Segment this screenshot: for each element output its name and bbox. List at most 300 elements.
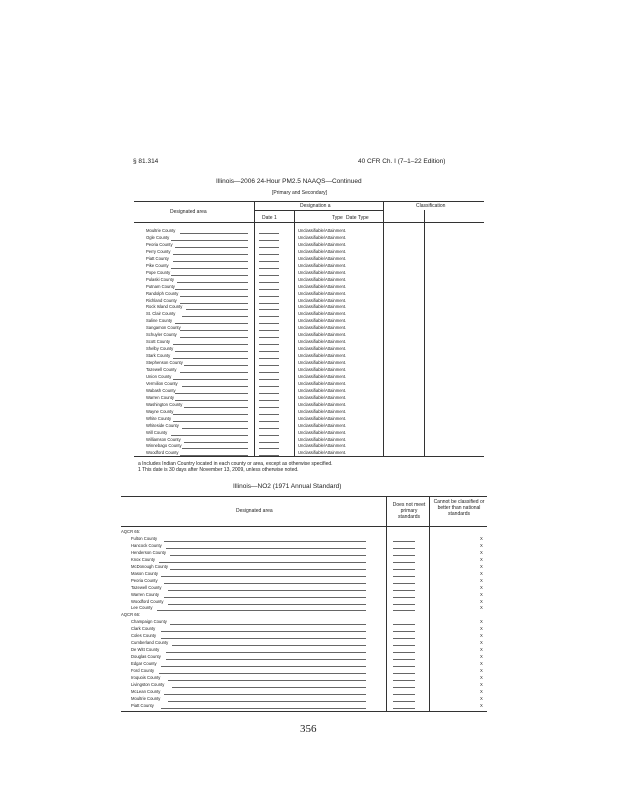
table2-row (121, 557, 487, 564)
table2-primary-blank (393, 548, 415, 549)
table2-row (121, 703, 487, 710)
table1-type: Unclassifiable/Attainment. (298, 360, 347, 366)
table2-area-name: Livingston County (131, 681, 165, 687)
table2-area-name: Hancock County (131, 542, 162, 548)
table2-row (121, 640, 487, 647)
table1-date-blank (259, 268, 279, 269)
table2-leader-line (159, 673, 366, 674)
table1-area-name: Whiteside County (146, 422, 179, 428)
table1-date-blank (259, 261, 279, 262)
table1-row (134, 374, 484, 381)
table2-leader-line (168, 680, 366, 681)
table2-row (121, 682, 487, 689)
table1-area-name: Piatt County (146, 255, 169, 261)
table2-mark: X (480, 681, 483, 687)
table1-row (134, 249, 484, 256)
table1-date-blank (259, 303, 279, 304)
table2-mark: X (480, 605, 483, 611)
table2-area-name: Woodford County (131, 598, 164, 604)
table1-row (134, 430, 484, 437)
table2-area-name: Lee County (131, 605, 153, 611)
table2-mark: X (480, 688, 483, 694)
table1-area-name: Woodford County (146, 450, 179, 456)
table2-primary-blank (393, 673, 415, 674)
table1-type: Unclassifiable/Attainment. (298, 339, 347, 345)
table1-type: Unclassifiable/Attainment. (298, 373, 347, 379)
table1-date-blank (259, 455, 279, 456)
table2-mark: X (480, 535, 483, 541)
table2-mark: X (480, 654, 483, 660)
table1-col-area: Designated area (170, 209, 207, 215)
table2-leader-line (164, 583, 366, 584)
table1-leader-line (180, 296, 249, 297)
table1-leader-line (180, 455, 249, 456)
table2-leader-line (161, 638, 366, 639)
table1-row (134, 402, 484, 409)
table1-date-blank (259, 289, 279, 290)
table2-area-name: Peoria County (131, 577, 158, 583)
table1-leader-line (182, 448, 248, 449)
table1-row (134, 277, 484, 284)
table1-row (134, 416, 484, 423)
table1-date-blank (259, 296, 279, 297)
table2-primary-blank (393, 604, 415, 605)
table2-mark: X (480, 577, 483, 583)
table1-leader-line (182, 428, 248, 429)
table1-subtitle: [Primary and Secondary] (272, 190, 328, 196)
table2-row (121, 571, 487, 578)
table1-leader-line (180, 372, 249, 373)
table1-leader-line (173, 379, 248, 380)
table1-area-name: Saline County (146, 318, 173, 324)
table1-row (134, 284, 484, 291)
table1-area-name: Pike County (146, 262, 169, 268)
table1-type: Unclassifiable/Attainment. (298, 290, 347, 296)
table1-row (134, 346, 484, 353)
table2-mark: X (480, 640, 483, 646)
table1-type: Unclassifiable/Attainment. (298, 228, 347, 233)
table1-type: Unclassifiable/Attainment. (298, 353, 347, 359)
table1-area-name: Stephenson County (146, 360, 183, 366)
table1-date-blank (259, 351, 279, 352)
table1-type: Unclassifiable/Attainment. (298, 415, 347, 421)
table2-leader-line (157, 610, 366, 611)
table1-row (134, 367, 484, 374)
table1-row (134, 291, 484, 298)
table1-leader-line (171, 435, 248, 436)
table2-area-name: Piatt County (131, 702, 154, 708)
table1-row (134, 409, 484, 416)
table2-leader-line (164, 694, 366, 695)
table1-row (134, 304, 484, 311)
table2-area-name: Edgar County (131, 661, 157, 667)
table2-title: Illinois—NO2 (1971 Annual Standard) (233, 483, 342, 490)
table1-row (134, 443, 484, 450)
table2-mark: X (480, 626, 483, 632)
table1-type: Unclassifiable/Attainment. (298, 262, 347, 268)
table2-mark: X (480, 633, 483, 639)
table2-primary-blank (393, 562, 415, 563)
table1-type: Unclassifiable/Attainment. (298, 332, 347, 338)
table2-leader-line (161, 708, 366, 709)
table1-row (134, 325, 484, 332)
table1-col-date-type: Date Type (346, 215, 369, 221)
table1-type: Unclassifiable/Attainment. (298, 387, 347, 393)
table2-col-better: Cannot be classified or better than national standards (433, 499, 485, 517)
cfr-reference: 40 CFR Ch. I (7–1–22 Edition) (358, 158, 446, 165)
table1-leader-line (175, 289, 248, 290)
table2-leader-line (161, 576, 366, 577)
table1-type: Unclassifiable/Attainment. (298, 367, 347, 372)
table2-mark: X (480, 563, 483, 569)
table1-leader-line (173, 254, 248, 255)
table2-row (121, 599, 487, 606)
table2-primary-blank (393, 680, 415, 681)
table2-row (121, 654, 487, 661)
table1-type: Unclassifiable/Attainment. (298, 276, 347, 282)
table1-date-blank (259, 442, 279, 443)
table2-leader-line (170, 569, 366, 570)
table2-row (121, 668, 487, 675)
table2-row (121, 633, 487, 640)
table1-date-blank (259, 337, 279, 338)
table1-row (134, 263, 484, 270)
table1-date-blank (259, 247, 279, 248)
table2-mark: X (480, 661, 483, 667)
table2-area-name: Iroquois County (131, 674, 161, 680)
table2-group-label: AQCR 66: (121, 612, 141, 618)
table2-primary-blank (393, 701, 415, 702)
table2-col-area: Designated area (236, 508, 273, 514)
table2-mark: X (480, 674, 483, 680)
table1-type: Unclassifiable/Attainment. (298, 297, 347, 303)
table2-area-name: Moultrie County (131, 695, 161, 701)
table1-area-name: Moultrie County (146, 228, 176, 233)
table1-leader-line (184, 407, 248, 408)
table1-area-name: Pulaski County (146, 276, 174, 282)
section-number: § 81.314 (133, 158, 159, 165)
table2-row (121, 689, 487, 696)
table2-row (121, 661, 487, 668)
table1-type: Unclassifiable/Attainment. (298, 248, 347, 254)
table2-leader-line (168, 701, 366, 702)
table2-area-name: Coles County (131, 633, 157, 639)
table1-date-blank (259, 323, 279, 324)
table1-row (134, 339, 484, 346)
table1-row (134, 450, 484, 457)
table1-date-blank (259, 435, 279, 436)
table1-area-name: Will County (146, 429, 168, 435)
table2-row (121, 619, 487, 626)
table1-leader-line (184, 365, 248, 366)
table2-row (121, 647, 487, 654)
table1-area-name: Sangamon County (146, 325, 181, 331)
table1-row (134, 353, 484, 360)
table2-row (121, 626, 487, 633)
table1-area-name: Stark County (146, 353, 171, 359)
table1-row (134, 235, 484, 242)
table1-row (134, 395, 484, 402)
table1-type: Unclassifiable/Attainment. (298, 311, 347, 317)
table1-type: Unclassifiable/Attainment. (298, 241, 347, 247)
table1-date-blank (259, 240, 279, 241)
table1-date-blank (259, 358, 279, 359)
table1-type: Unclassifiable/Attainment. (298, 283, 347, 289)
table1-leader-line (175, 393, 248, 394)
table1-date-blank (259, 393, 279, 394)
table1-date-blank (259, 421, 279, 422)
table2-leader-line (159, 562, 366, 563)
table1-leader-line (186, 309, 248, 310)
table2-leader-line (161, 631, 366, 632)
table1-leader-line (182, 386, 248, 387)
table2-mark: X (480, 668, 483, 673)
table2-area-name: Clark County (131, 626, 156, 632)
table1-area-name: White County (146, 415, 172, 421)
table2-area-name: Cumberland County (131, 640, 169, 646)
table2-primary-blank (393, 638, 415, 639)
table2-primary-blank (393, 590, 415, 591)
table2-leader-line (164, 541, 366, 542)
table1-area-name: Union County (146, 373, 172, 379)
table2-primary-blank (393, 610, 415, 611)
table2-leader-line (168, 604, 366, 605)
table1-type: Unclassifiable/Attainment. (298, 346, 347, 352)
table2-mark: X (480, 549, 483, 555)
table2-primary-blank (393, 708, 415, 709)
table1-date-blank (259, 330, 279, 331)
table1-date-blank (259, 407, 279, 408)
table2-area-name: Champaign County (131, 619, 167, 625)
table1-row (134, 242, 484, 249)
table2-primary-blank (393, 631, 415, 632)
table2-primary-blank (393, 694, 415, 695)
table2-mark: X (480, 542, 483, 548)
table2-primary-blank (393, 659, 415, 660)
table1-area-name: Rock Island County (146, 304, 183, 310)
table1-area-name: Richland County (146, 297, 177, 303)
table1-type: Unclassifiable/Attainment. (298, 436, 347, 442)
table2-row (121, 605, 487, 612)
table2-leader-line (166, 652, 366, 653)
table2-row (121, 543, 487, 550)
table2-mark: X (480, 556, 483, 562)
table1-type: Unclassifiable/Attainment. (298, 394, 347, 400)
table1-leader-line (177, 282, 248, 283)
table1-date-blank (259, 428, 279, 429)
table1-area-name: Wayne County (146, 408, 174, 414)
table1-leader-line (180, 330, 249, 331)
table1-type: Unclassifiable/Attainment. (298, 255, 347, 261)
table2-primary-blank (393, 624, 415, 625)
table2-mark: X (480, 695, 483, 701)
table2-primary-blank (393, 569, 415, 570)
table1-type: Unclassifiable/Attainment. (298, 380, 347, 386)
table1-col-type: Type (332, 215, 343, 221)
table2-leader-line (172, 645, 366, 646)
footnote-a: a Includes Indian Country located in each county or area, except as otherwise specified. (138, 461, 333, 467)
table2-area-name: Fulton County (131, 535, 158, 541)
table1-date-blank (259, 233, 279, 234)
table1-row (134, 298, 484, 305)
table1-row (134, 256, 484, 263)
table1-leader-line (173, 344, 248, 345)
table1-area-name: Williamson County (146, 436, 181, 442)
table2-primary-blank (393, 687, 415, 688)
table2-leader-line (166, 659, 366, 660)
table1-date-blank (259, 414, 279, 415)
table1-row (134, 437, 484, 444)
table2-primary-blank (393, 597, 415, 598)
table1-leader-line (182, 316, 248, 317)
table2-area-name: Tazewell County (131, 584, 162, 590)
table2-leader-line (172, 687, 366, 688)
table1-date-blank (259, 448, 279, 449)
table1-area-name: Putnam County (146, 283, 175, 289)
table2-mark: X (480, 647, 483, 653)
table1-area-name: Warren County (146, 394, 175, 400)
table2-area-name: Knox County (131, 556, 155, 562)
table1-leader-line (175, 247, 248, 248)
table1-date-blank (259, 400, 279, 401)
table2-primary-blank (393, 541, 415, 542)
table1-date-blank (259, 309, 279, 310)
table1-leader-line (180, 303, 249, 304)
table1-date-blank (259, 282, 279, 283)
table1-area-name: Peoria County (146, 241, 173, 247)
table1-area-name: Pope County (146, 269, 171, 275)
table2-row (121, 536, 487, 543)
table2-area-name: Henderson County (131, 549, 166, 555)
table2-mark: X (480, 591, 483, 597)
table2-row (121, 585, 487, 592)
table2-row (121, 578, 487, 585)
table1-leader-line (173, 414, 248, 415)
table2-area-name: McDonough County (131, 563, 169, 569)
table2-leader-line (166, 548, 366, 549)
table2-row (121, 592, 487, 599)
table2-leader-line (161, 666, 366, 667)
table2-mark: X (480, 619, 483, 625)
table2-primary-blank (393, 583, 415, 584)
table1-area-name: Vermilion County (146, 380, 178, 386)
table1-area-name: Washington County (146, 401, 183, 407)
table1 (134, 201, 484, 457)
table1-leader-line (173, 358, 248, 359)
table1-leader-line (173, 421, 248, 422)
table1-date-blank (259, 344, 279, 345)
table1-row (134, 270, 484, 277)
table2-group-label: AQCR 65: (121, 529, 141, 534)
table1-title: Illinois—2006 24-Hour PM2.5 NAAQS—Continued (216, 178, 362, 185)
table2-mark: X (480, 702, 483, 708)
table2 (121, 496, 487, 712)
table1-area-name: Scott County (146, 339, 170, 345)
table1-type: Unclassifiable/Attainment. (298, 401, 347, 407)
page-number: 356 (300, 723, 317, 735)
table1-type: Unclassifiable/Attainment. (298, 304, 347, 310)
table2-col-primary: Does not meet primary standards (392, 502, 426, 520)
table2-row (121, 564, 487, 571)
table1-type: Unclassifiable/Attainment. (298, 234, 347, 240)
table1-date-blank (259, 379, 279, 380)
table1-type: Unclassifiable/Attainment. (298, 325, 347, 331)
table1-area-name: Wabash County (146, 387, 176, 393)
table1-leader-line (175, 400, 248, 401)
table1-col-classification: Classification (416, 203, 446, 209)
table2-row (121, 550, 487, 557)
table1-col-designation: Designation a (300, 203, 331, 209)
table1-area-name: Schuyler County (146, 332, 177, 338)
table1-date-blank (259, 275, 279, 276)
table1-date-blank (259, 386, 279, 387)
table1-area-name: Winnebago County (146, 443, 182, 449)
table1-leader-line (175, 351, 248, 352)
table1-col-date: Date 1 (262, 215, 277, 221)
table1-type: Unclassifiable/Attainment. (298, 450, 347, 456)
table2-area-name: Mason County (131, 570, 158, 576)
table1-date-blank (259, 254, 279, 255)
table1-leader-line (180, 233, 249, 234)
table1-date-blank (259, 316, 279, 317)
table1-area-name: Randolph County (146, 290, 179, 296)
table1-leader-line (171, 268, 248, 269)
table1-type: Unclassifiable/Attainment. (298, 422, 347, 428)
table1-row (134, 332, 484, 339)
table1-type: Unclassifiable/Attainment. (298, 443, 347, 449)
table1-type: Unclassifiable/Attainment. (298, 318, 347, 324)
table1-type: Unclassifiable/Attainment. (298, 429, 347, 435)
table2-primary-blank (393, 645, 415, 646)
table2-primary-blank (393, 652, 415, 653)
table1-leader-line (180, 337, 249, 338)
table2-mark: X (480, 570, 483, 576)
table1-leader-line (171, 240, 248, 241)
table2-row (121, 675, 487, 682)
table2-leader-line (168, 590, 366, 591)
table1-row (134, 311, 484, 318)
footnote-1: 1 This date is 30 days after November 13, 2009, unless otherwise noted. (138, 467, 299, 473)
table1-area-name: Tazewell County (146, 367, 177, 372)
table1-row (134, 360, 484, 367)
table2-leader-line (164, 597, 366, 598)
table1-date-blank (259, 372, 279, 373)
table1-area-name: Ogle County (146, 234, 170, 240)
table2-mark: X (480, 584, 483, 590)
table2-leader-line (170, 624, 366, 625)
table1-row (134, 381, 484, 388)
table2-area-name: Warren County (131, 591, 160, 597)
table2-row (121, 696, 487, 703)
table2-mark: X (480, 598, 483, 604)
table1-row (134, 318, 484, 325)
table1-leader-line (171, 275, 248, 276)
table1-leader-line (173, 261, 248, 262)
table1-area-name: Perry County (146, 248, 171, 254)
table2-area-name: De Witt County (131, 647, 160, 653)
table1-leader-line (175, 323, 248, 324)
table1-area-name: Shelby County (146, 346, 174, 352)
table2-primary-blank (393, 576, 415, 577)
table1-row (134, 388, 484, 395)
table2-area-name: Douglas County (131, 654, 161, 660)
table1-row (134, 423, 484, 430)
table2-primary-blank (393, 555, 415, 556)
table1-type: Unclassifiable/Attainment. (298, 408, 347, 414)
table2-area-name: Ford County (131, 668, 155, 673)
table1-row (134, 228, 484, 235)
table1-area-name: St. Clair County (146, 311, 176, 317)
